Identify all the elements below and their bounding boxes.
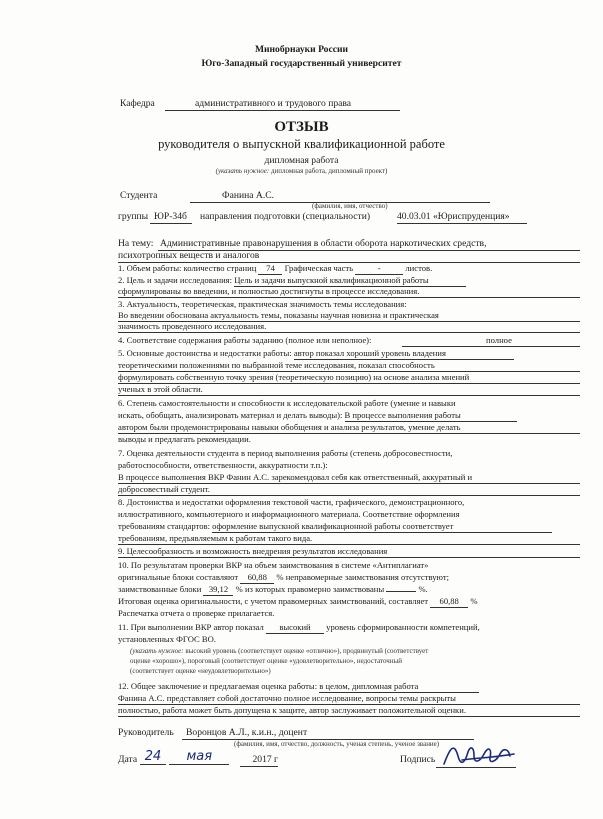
item-10-line-5: Распечатка отчета о проверке прилагается. [118, 608, 275, 618]
university-name: Юго-Западный государственный университет [201, 58, 402, 69]
item-2: 2. Цель и задачи исследования: Цель и задачи выпускной квалификационной работы [118, 275, 466, 287]
direction-value: 40.03.01 «Юриспруденция» [397, 211, 527, 224]
item-8-line-3: требованиям стандартов: оформление выпускной квалификационной работы соответствует [118, 521, 552, 533]
date-year: 2017 г [240, 754, 278, 767]
original-percent: 60,88 [240, 572, 274, 584]
item-10-line-2: оригинальные блоки составляют 60,88 % неправомерные заимствования отсутствуют; [118, 572, 449, 582]
item-10: 10. По результатам проверки ВКР на объем заимствования в системе «Антиплагиат» [118, 560, 429, 570]
document-title: ОТЗЫВ [274, 119, 329, 135]
competence-level: высокий [266, 622, 324, 634]
supervisor-signature [440, 738, 520, 772]
item-4: 4. Соответствие содержания работы заданию (полное или неполное): [118, 335, 372, 345]
student-label: Студента [120, 190, 158, 201]
topic-label: На тему: [118, 238, 154, 249]
date-month: мая [169, 749, 229, 765]
item-5-text-2: формулировать собственную точку зрения (теоретическую позицию) на основе анализа мнений [118, 372, 580, 384]
item-11-hint-1: (указать нужное: высокий уровень (соответствует оценке «отлично»), продвинутый (соответствует [130, 647, 429, 655]
item-11: 11. При выполнении ВКР автор показал высокий уровень сформированности компетенций, [118, 622, 480, 632]
item-3-text-2: значимость проведенного исследования. [118, 321, 580, 333]
item-5: 5. Основные достоинства и недостатки работы: автор показал хороший уровень владения [118, 348, 514, 360]
supervisor-value: Воронцов А.Л., к.и.н., доцент [182, 727, 474, 740]
item-11-hint-3: (соответствует оценке «неудовлетворительно») [130, 667, 271, 675]
item-4-value: полное [402, 335, 580, 347]
item-1: 1. Объем работы: количество страниц 74 Графическая часть - листов. [118, 263, 433, 273]
document-subtitle: руководителя о выпускной квалификационной работе [158, 137, 445, 151]
date-day: 24 [140, 749, 166, 765]
item-3: 3. Актуальность, теоретическая, практическая значимость темы исследования: [118, 299, 407, 309]
page-count: 74 [258, 263, 282, 275]
item-9: 9. Целесообразность и возможность внедрения результатов исследования [118, 546, 580, 558]
item-7-line-2: работоспособности, ответственности, аккуратности т.п.): [118, 460, 328, 470]
item-10-line-3: заимствованные блоки 39,12 % из которых правомерно заимствованы %. [118, 584, 428, 594]
item-8-text: требованиям, предъявляемым к работам такого вида. [118, 533, 580, 545]
group-value: ЮР-34б [150, 211, 192, 224]
item-6-text-1: автором были продемонстрированы навыки обобщения и анализа результатов, умение делать [118, 422, 580, 434]
item-8-line-2: иллюстративного, компьютерного и информационного материала. Соответствие оформления [118, 509, 460, 519]
item-12-text-1: Фанина А.С. представляет собой достаточно полное исследование, вопросы темы раскрыты [118, 693, 580, 705]
item-7-text-1: В процессе выполнения ВКР Фанин А.С. зарекомендовал себя как ответственный, аккуратный и [118, 472, 580, 484]
date-label: Дата [118, 754, 138, 765]
item-12-text-2: полностью, работа может быть допущена к защите, автор заслуживает положительной оценки. [118, 705, 580, 717]
item-6-text-2: выводы и предлагать рекомендации. [118, 434, 251, 444]
item-8: 8. Достоинства и недостатки оформления текстовой части, графического, демонстрационного, [118, 497, 465, 507]
topic-line-2: психотропных веществ и аналогов [118, 250, 580, 263]
work-type-hint: (указать нужное: дипломная работа, дипломный проект) [215, 167, 388, 175]
item-10-line-4: Итоговая оценка оригинальности, с учетом правомерных заимствований, составляет 60,88 % [118, 596, 478, 606]
item-11-line-2: установленных ФГОС ВО. [118, 634, 216, 644]
work-type: дипломная работа [264, 155, 339, 166]
supervisor-label: Руководитель [118, 727, 174, 738]
supervisor-hint: (фамилия, имя, отчество, должность, ученая степень, ученое звание) [234, 740, 440, 748]
item-11-hint-2: оценке «хорошо»), пороговый (соответствует оценке «удовлетворительно», недостаточный [130, 657, 403, 665]
borrowed-percent: 39,12 [203, 584, 233, 596]
ministry-name: Минобрнауки России [254, 44, 349, 55]
item-3-text-1: Во введении обоснована актуальность темы, показаны научная новизна и практическая [118, 310, 580, 322]
item-6-line-2: искать, обобщать, анализировать материал и делать выводы): В процессе выполнения работы [118, 410, 517, 422]
student-name: Фанина А.С. [190, 190, 490, 203]
item-5-text-3: ученых в этой области. [118, 384, 580, 396]
item-2-text: сформулированы во введении, и полностью достигнуты в процессе исследования. [118, 286, 580, 298]
department-label: Кафедра [120, 98, 155, 109]
group-label: группы [118, 211, 149, 222]
item-5-text-1: теоретическими положениями по выбранной теме исследования, показал способность [118, 360, 580, 372]
final-originality: 60,88 [430, 596, 468, 608]
topic-line-1: Административные правонарушения в области оборота наркотических средств, [158, 238, 580, 251]
date-field [140, 748, 229, 765]
signature-label: Подпись [400, 754, 436, 765]
department-value: административного и трудового права [165, 98, 400, 111]
item-7-text-2: добросовестный студент. [118, 484, 580, 496]
item-7: 7. Оценка деятельности студента в период выполнения работы (степень добросовестности, [118, 448, 453, 458]
item-12: 12. Общее заключение и предлагаемая оценка работы: в целом, дипломная работа [118, 681, 479, 693]
item-6: 6. Степень самостоятельности и способности к исследовательской работе (умение и навыки [118, 398, 456, 408]
student-name-hint: (фамилия, имя, отчество) [312, 202, 388, 210]
direction-label: направления подготовки (специальности) [200, 211, 371, 222]
